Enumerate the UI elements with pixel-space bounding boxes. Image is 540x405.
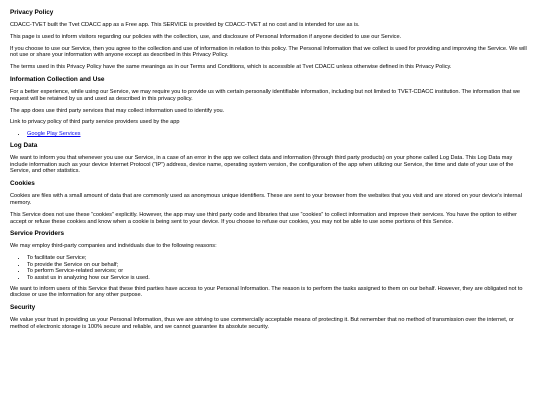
paragraph: The terms used in this Privacy Policy have the same meanings as in our Terms and Conditions, which is accessible at Tvet CDACC unless otherwise defined in this Privacy Policy. [10, 64, 452, 71]
list-item [27, 131, 530, 138]
paragraph: For a better experience, while using our Service, we may require you to provide us with certain personally identifiable information, including but not limited to TVET-CDACC institution. The information that we request will be retained by us and used as described in this privacy policy. [10, 88, 521, 102]
paragraph: Link to privacy policy of third party service providers used by the app [10, 119, 180, 126]
third-party-links-list [10, 131, 530, 138]
paragraph: We value your trust in providing us your Personal Information, thus we are striving to use commercially acceptable means of protecting it. But remember that no method of transmission over the internet, or method of electronic storage is 100% secure and reliable, and we cannot guarantee its absolute security. [10, 317, 514, 330]
paragraph: This page is used to inform visitors regarding our policies with the collection, use, and disclosure of Personal Information if anyone decided to use our Service. [10, 33, 402, 40]
paragraph: We want to inform you that whenever you use our Service, in a case of an error in the app we collect data and information (through third party products) on your phone called Log Data. This Log Data may include information such as your device Internet Protocol (“IP”) address, device name, operating system version, the configuration of the app when utilizing our Service, the time and date of your use of the Service, and other statistics. [10, 154, 514, 175]
link-google-play-services[interactable]: Google Play Services [27, 131, 81, 138]
heading-security: Security [10, 304, 36, 312]
paragraph: CDACC-TVET built the Tvet CDACC app as a Free app. This SERVICE is provided by CDACC-TVET at no cost and is intended for use as is. [10, 22, 360, 28]
heading-privacy-policy: Privacy Policy [10, 9, 54, 16]
heading-information-collection-and-use: Information Collection and Use [10, 75, 105, 83]
heading-cookies: Cookies [10, 180, 35, 188]
paragraph: Cookies are files with a small amount of data that are commonly used as anonymous unique identifiers. These are sent to your browser from the websites that you visit and are stored on your device's internal memory. [10, 193, 522, 206]
list-item: • To provide the Service on our behalf; [27, 262, 530, 269]
paragraph: We may employ third-party companies and individuals due to the following reasons: [10, 243, 217, 250]
list-item: • To assist us in analyzing how our Service is used. [27, 275, 530, 282]
reasons-list [10, 255, 530, 281]
list-item: • To facilitate our Service; [27, 255, 530, 262]
heading-service-providers: Service Providers [10, 230, 64, 238]
paragraph: We want to inform users of this Service that these third parties have access to your Personal Information. The reason is to perform the tasks assigned to them on our behalf. However, they are obligated not to disclose or use the information for any other purpose. [10, 285, 523, 299]
paragraph: This Service does not use these “cookies” explicitly. However, the app may use third party code and libraries that use “cookies” to collect information and improve their services. You have the option to either accept or refuse these cookies and know when a cookie is being sent to your device. If you choose to refuse our cookies, you may not be able to use some portions of this Service. [10, 211, 518, 225]
list-item: • To perform Service-related services; or [27, 268, 530, 275]
paragraph: If you choose to use our Service, then you agree to the collection and use of information in relation to this policy. The Personal Information that we collect is used for providing and improving the Service. We will not use or share your information with anyone except as described in this Privacy Policy. [10, 45, 527, 59]
heading-log-data: Log Data [10, 141, 38, 149]
paragraph: The app does use third party services that may collect information used to identify you. [10, 107, 225, 114]
